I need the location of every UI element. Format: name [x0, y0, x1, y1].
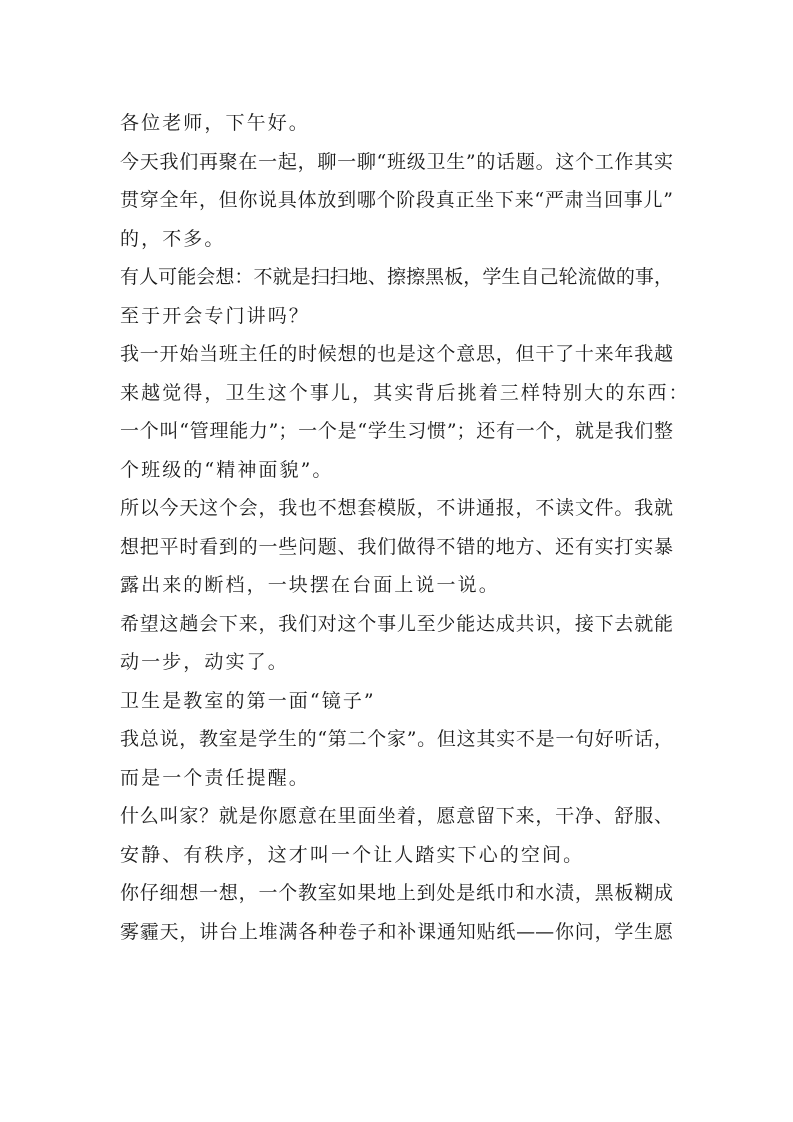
text-line: 的，不多。 — [120, 227, 226, 250]
text-line: 各位老师，下午好。 — [120, 112, 310, 134]
text-line: 个班级的“精神面貌”。 — [120, 458, 334, 481]
section-heading — [120, 682, 680, 721]
text-line: 希望这趟会下来，我们对这个事儿至少能达成共识，接下去就能 — [120, 612, 673, 635]
paragraph-greeting — [120, 104, 680, 143]
text-line: 所以今天这个会，我也不想套模版，不讲通报，不读文件。我就 — [120, 497, 673, 519]
text-line: 贯穿全年，但你说具体放到哪个阶段真正坐下来“严肃当回事儿” — [120, 189, 673, 211]
paragraph-messy-classroom — [120, 874, 680, 951]
text-line: 露出来的断档，一块摆在台面上说一说。 — [120, 574, 500, 596]
text-line: 今天我们再聚在一起，聊一聊“班级卫生”的话题。这个工作其实 — [120, 150, 673, 173]
paragraph-intro — [120, 143, 680, 259]
text-line: 动一步，动实了。 — [120, 651, 289, 673]
text-line: 你仔细想一想，一个教室如果地上到处是纸巾和水渍，黑板糊成 — [120, 882, 673, 904]
text-line: 来越觉得，卫生这个事儿，其实背后挑着三样特别大的东西： — [120, 381, 690, 404]
text-line: 有人可能会想：不就是扫扫地、擦擦黑板，学生自己轮流做的事， — [120, 266, 673, 288]
paragraph-experience — [120, 335, 690, 412]
heading-line: 卫生是教室的第一面“镜子” — [120, 689, 376, 712]
text-line: 至于开会专门讲吗？ — [120, 304, 310, 327]
paragraph-three-things — [120, 412, 680, 489]
text-line: 雾霾天，讲台上堆满各种卷子和补课通知贴纸——你问，学生愿 — [120, 920, 673, 943]
paragraph-hope — [120, 605, 680, 682]
paragraph-what-is-home — [120, 797, 680, 874]
text-line: 一个叫“管理能力”；一个是“学生习惯”；还有一个，就是我们整 — [120, 420, 673, 442]
paragraph-meeting-purpose — [120, 489, 680, 605]
text-line: 什么叫家？就是你愿意在里面坐着，愿意留下来，干净、舒服、 — [120, 805, 673, 827]
text-line: 想把平时看到的一些问题、我们做得不错的地方、还有实打实暴 — [120, 535, 673, 558]
text-line: 而是一个责任提醒。 — [120, 766, 310, 789]
text-line: 安静、有秩序，这才叫一个让人踏实下心的空间。 — [120, 843, 585, 866]
text-line: 我一开始当班主任的时候想的也是这个意思，但干了十来年我越 — [120, 343, 673, 365]
paragraph-second-home — [120, 720, 680, 797]
document-page — [120, 104, 690, 951]
text-line: 我总说，教室是学生的“第二个家”。但这其实不是一句好听话， — [120, 728, 673, 750]
paragraph-question — [120, 258, 680, 335]
